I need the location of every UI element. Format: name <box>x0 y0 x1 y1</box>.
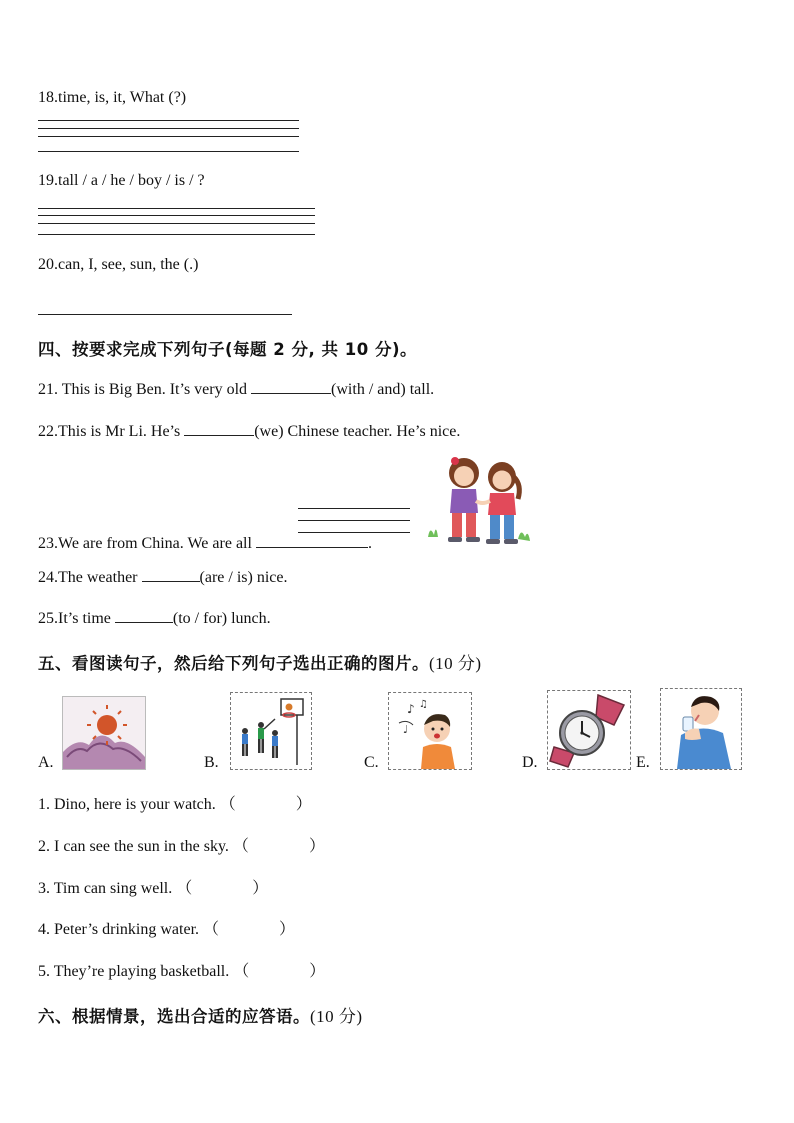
answer-paren[interactable]: （ ） <box>176 880 269 897</box>
question-25-text: 25.It’s time <box>38 610 115 627</box>
question-25-options: (to / for) lunch. <box>172 610 271 627</box>
question-21-options: (with / and) tall. <box>331 381 435 398</box>
answer-line[interactable] <box>38 208 315 209</box>
blank-field[interactable] <box>256 533 368 548</box>
picture-label-a: A. <box>38 754 54 771</box>
question-25 <box>38 608 271 629</box>
section-6-score: (10 分) <box>310 1007 363 1026</box>
question-22-options: (we) Chinese teacher. He’s nice. <box>254 423 461 440</box>
picture-option-e[interactable] <box>660 688 742 770</box>
section-6-heading <box>38 1002 363 1027</box>
answer-line[interactable] <box>298 520 410 521</box>
section-6-title: 六、根据情景，选出合适的应答语。 <box>38 1007 310 1026</box>
question-24-text: 24.The weather <box>38 569 142 586</box>
answer-paren[interactable]: （ ） <box>232 838 325 855</box>
blank-field[interactable] <box>142 567 200 582</box>
wristwatch-icon <box>548 691 630 769</box>
question-20-prompt: 20.can, I, see, sun, the (.) <box>38 256 199 273</box>
match-item-text: 5. They’re playing basketball. <box>38 963 230 980</box>
answer-line[interactable] <box>38 128 299 129</box>
answer-paren[interactable]: （ ） <box>219 796 312 813</box>
svg-text:♫: ♫ <box>419 699 428 710</box>
answer-line[interactable] <box>38 215 315 216</box>
blank-field[interactable] <box>251 379 331 394</box>
picture-label-c: C. <box>364 754 379 771</box>
question-19-prompt: 19.tall / a / he / boy / is / ? <box>38 172 205 189</box>
picture-option-a[interactable] <box>62 696 146 770</box>
question-21-text: 21. This is Big Ben. It’s very old <box>38 381 252 398</box>
sun-over-mountain-icon <box>63 697 145 769</box>
answer-line[interactable] <box>298 508 410 509</box>
question-22 <box>38 421 460 442</box>
answer-line[interactable] <box>38 223 315 224</box>
question-21 <box>38 379 434 400</box>
blank-field[interactable] <box>115 608 173 623</box>
boy-drinking-icon <box>661 689 741 769</box>
match-item-4 <box>38 920 295 940</box>
basketball-players-icon <box>231 693 311 769</box>
picture-label-e: E. <box>636 754 650 771</box>
match-item-text: 4. Peter’s drinking water. <box>38 921 200 938</box>
question-22-text: 22.This is Mr Li. He’s <box>38 423 185 440</box>
svg-text:♩: ♩ <box>403 723 409 736</box>
answer-paren[interactable]: （ ） <box>203 921 296 938</box>
question-23 <box>38 533 372 554</box>
match-item-text: 3. Tim can sing well. <box>38 880 173 897</box>
question-24-options: (are / is) nice. <box>199 569 288 586</box>
question-24 <box>38 567 287 588</box>
answer-line[interactable] <box>38 234 315 235</box>
question-23-text: 23.We are from China. We are all <box>38 535 256 552</box>
answer-paren[interactable]: （ ） <box>233 963 326 980</box>
boy-singing-icon <box>389 693 471 769</box>
answer-line[interactable] <box>38 136 299 137</box>
match-item-5 <box>38 962 325 982</box>
match-item-text: 1. Dino, here is your watch. <box>38 796 216 813</box>
blank-field[interactable] <box>184 421 254 436</box>
question-23-end: . <box>367 535 372 552</box>
picture-option-d[interactable] <box>547 690 631 770</box>
answer-line[interactable] <box>38 120 299 121</box>
picture-option-b[interactable] <box>230 692 312 770</box>
match-item-3 <box>38 879 268 899</box>
picture-label-b: B. <box>204 754 219 771</box>
two-children-icon <box>422 455 538 549</box>
match-item-1 <box>38 795 312 815</box>
match-item-text: 2. I can see the sun in the sky. <box>38 838 229 855</box>
question-18-prompt: 18.time, is, it, What (?) <box>38 89 187 106</box>
match-item-2 <box>38 837 325 857</box>
section-5-score: (10 分) <box>429 654 482 673</box>
answer-line[interactable] <box>38 151 299 152</box>
picture-label-d: D. <box>522 754 538 771</box>
section-5-heading <box>38 649 482 674</box>
answer-line[interactable] <box>38 314 292 315</box>
picture-option-c[interactable] <box>388 692 472 770</box>
svg-text:♪: ♪ <box>407 702 415 716</box>
section-5-title: 五、看图读句子，然后给下列句子选出正确的图片。 <box>38 654 429 673</box>
section-4-heading: 四、按要求完成下列句子(每题 2 分, 共 10 分)。 <box>38 340 418 359</box>
